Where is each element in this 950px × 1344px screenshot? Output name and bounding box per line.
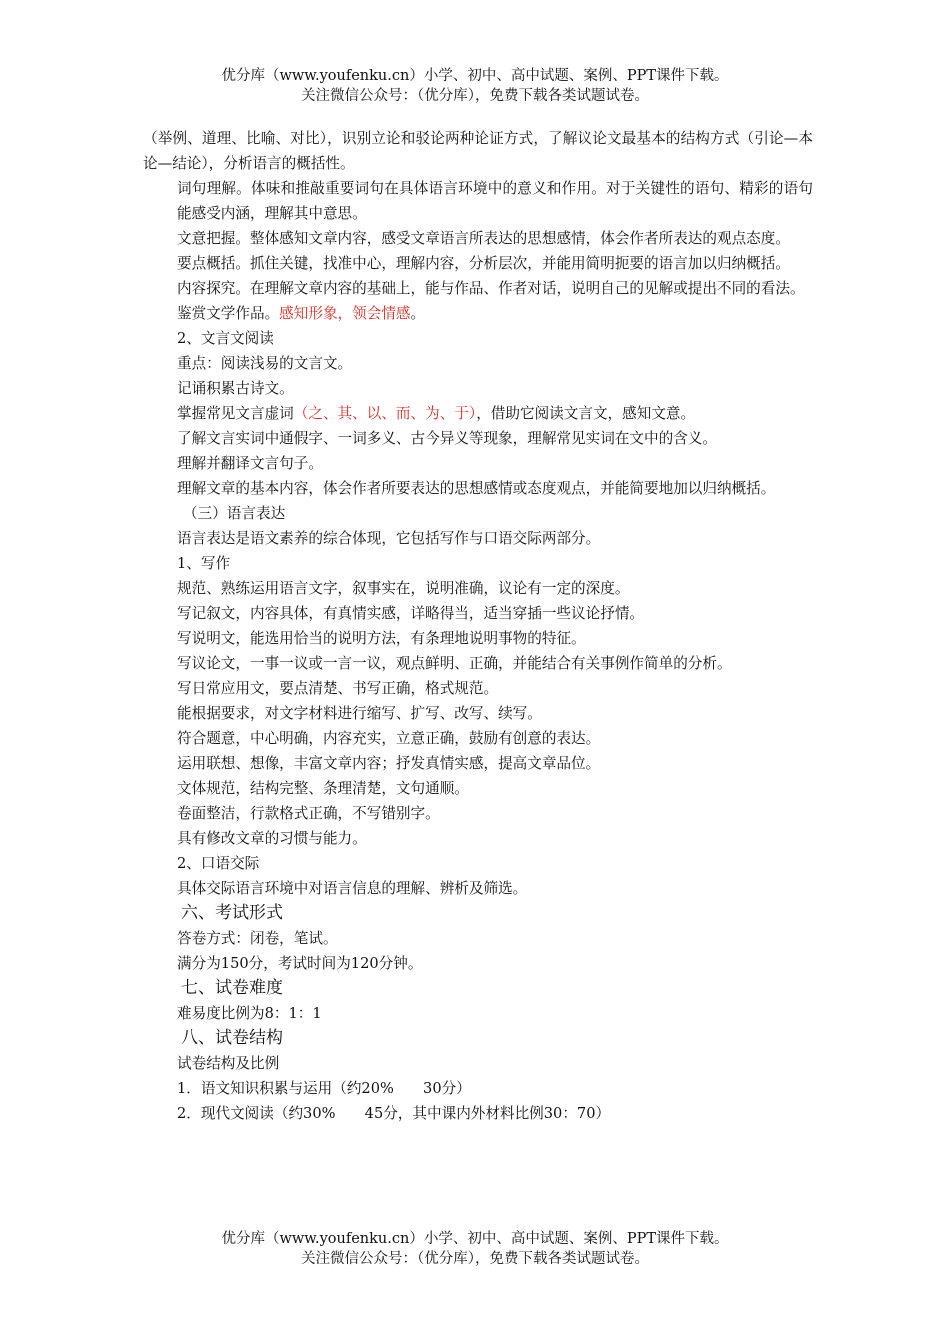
paragraph: 语言表达是语文素养的综合体现，它包括写作与口语交际两部分。 — [177, 530, 601, 547]
paragraph: 答卷方式：闭卷，笔试。 — [177, 930, 338, 947]
paragraph: （举例、道理、比喻、对比），识别立论和驳论两种论证方式，了解议论文最基本的结构方式（引论—本论—结论），分析语言的概括性。 — [143, 130, 813, 172]
page-footer — [0, 1229, 950, 1269]
paragraph: 写记叙文，内容具体，有真情实感，详略得当，适当穿插一些议论抒情。 — [177, 605, 645, 622]
paragraph: 写议论文，一事一议或一言一议，观点鲜明、正确，并能结合有关事例作简单的分析。 — [177, 655, 732, 672]
paragraph: 了解文言实词中通假字、一词多义、古今异义等现象，理解常见实词在文中的含义。 — [177, 430, 717, 447]
paragraph: 文意把握。整体感知文章内容，感受文章语言所表达的思想感情，体会作者所表达的观点态度。 — [177, 230, 790, 247]
paragraph: 2．现代文阅读（约30% 45分，其中课内外材料比例30：70） — [177, 1105, 611, 1122]
text-run: 。 — [410, 305, 426, 322]
paragraph: 规范、熟练运用语言文字，叙事实在，说明准确，议论有一定的深度。 — [177, 580, 630, 597]
document-body — [143, 126, 813, 1126]
paragraph: 理解文章的基本内容，体会作者所要表达的思想感情或态度观点，并能简要地加以归纳概括。 — [177, 480, 776, 497]
subheading: 2、文言文阅读 — [177, 330, 274, 347]
paragraph: 写说明文，能选用恰当的说明方法，有条理地说明事物的特征。 — [177, 630, 586, 647]
paragraph: 重点：阅读浅易的文言文。 — [177, 355, 353, 372]
paragraph — [143, 401, 813, 426]
text-run: ，借助它阅读文言文，感知文意。 — [476, 405, 696, 422]
paragraph: 运用联想、想像，丰富文章内容；抒发真情实感，提高文章品位。 — [177, 755, 601, 772]
header-line-2: 关注微信公众号：（优分库），免费下载各类试题试卷。 — [301, 88, 649, 104]
paragraph: 具有修改文章的习惯与能力。 — [177, 830, 367, 847]
subheading: （三）语言表达 — [183, 505, 286, 522]
subheading: 2、口语交际 — [177, 855, 260, 872]
section-heading: 七、试卷难度 — [181, 978, 283, 998]
footer-line-2: 关注微信公众号：（优分库），免费下载各类试题试卷。 — [301, 1251, 649, 1267]
section-heading: 六、考试形式 — [181, 903, 283, 923]
subheading: 1、写作 — [177, 555, 231, 572]
paragraph: 满分为150分，考试时间为120分钟。 — [177, 955, 423, 972]
page-header — [0, 66, 950, 106]
paragraph: 写日常应用文，要点清楚、书写正确，格式规范。 — [177, 680, 499, 697]
paragraph: 文体规范，结构完整、条理清楚，文句通顺。 — [177, 780, 469, 797]
paragraph: 要点概括。抓住关键，找准中心，理解内容，分析层次，并能用简明扼要的语言加以归纳概括。 — [177, 255, 790, 272]
paragraph: 具体交际语言环境中对语言信息的理解、辨析及筛选。 — [177, 880, 528, 897]
paragraph: 卷面整洁，行款格式正确，不写错别字。 — [177, 805, 440, 822]
section-heading: 八、试卷结构 — [181, 1028, 283, 1048]
text-run: 鉴赏文学作品。 — [177, 305, 280, 322]
footer-line-1: 优分库（www.youfenku.cn）小学、初中、高中试题、案例、PPT课件下载。 — [221, 1231, 729, 1247]
paragraph: 记诵积累古诗文。 — [177, 380, 294, 397]
paragraph: 难易度比例为8：1：1 — [177, 1005, 322, 1022]
paragraph: 1．语文知识积累与运用（约20% 30分） — [177, 1080, 471, 1097]
paragraph: 试卷结构及比例 — [177, 1055, 280, 1072]
highlighted-text: 感知形象，领会情感 — [279, 305, 411, 322]
header-line-1: 优分库（www.youfenku.cn）小学、初中、高中试题、案例、PPT课件下载。 — [221, 68, 729, 84]
text-run: 掌握常见文言虚词 — [177, 405, 294, 422]
paragraph: 内容探究。在理解文章内容的基础上，能与作品、作者对话，说明自己的见解或提出不同的看法。 — [177, 280, 805, 297]
highlighted-text: （之、其、以、而、为、于） — [293, 405, 477, 422]
paragraph: 能根据要求，对文字材料进行缩写、扩写、改写、续写。 — [177, 705, 542, 722]
paragraph: 词句理解。体味和推敲重要词句在具体语言环境中的意义和作用。对于关键性的语句、精彩的语句能感受内涵，理解其中意思。 — [177, 180, 813, 222]
paragraph — [143, 301, 813, 326]
paragraph: 理解并翻译文言句子。 — [177, 455, 323, 472]
paragraph: 符合题意，中心明确，内容充实，立意正确，鼓励有创意的表达。 — [177, 730, 601, 747]
